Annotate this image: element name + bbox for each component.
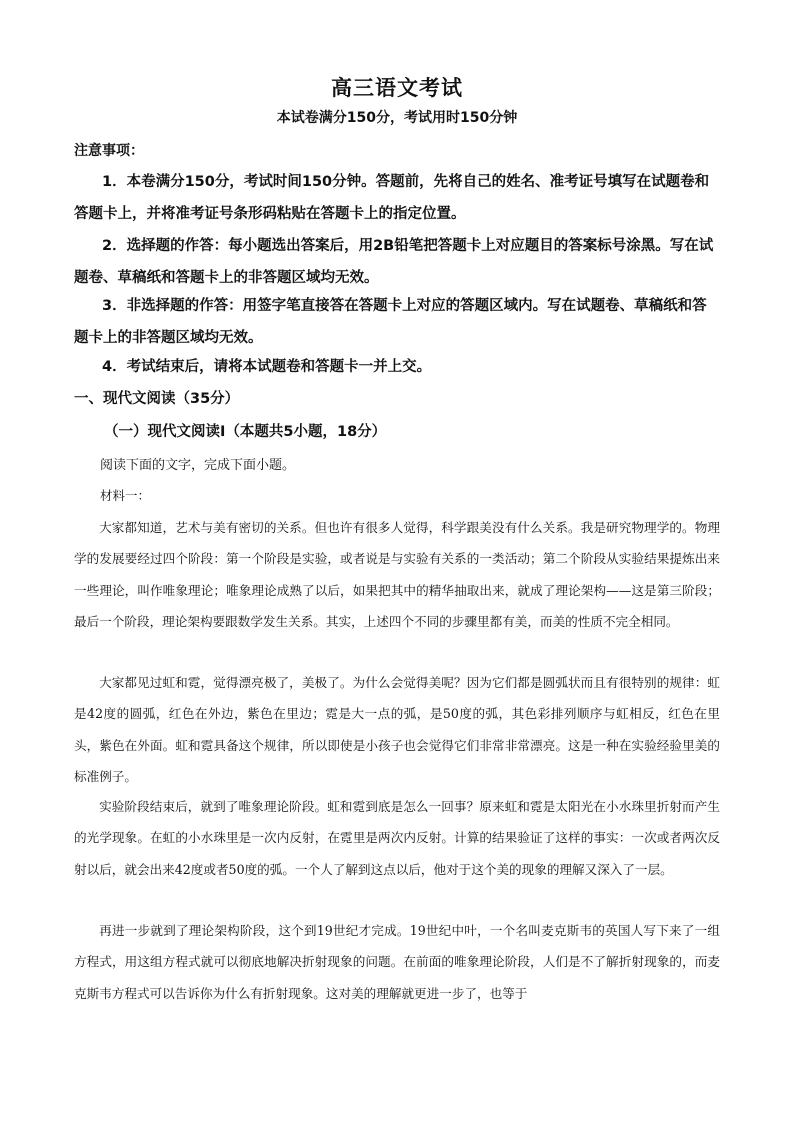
notice-item-2 [74,230,720,294]
subsection-heading: （一）现代文阅读Ⅰ（本题共5小题，18分） [104,424,387,440]
material-paragraph-3 [74,791,720,885]
material-paragraph-4 [74,915,720,1009]
exam-title: 高三语文考试 [331,76,463,100]
paragraph-text: 实验阶段结束后，就到了唯象理论阶段。虹和霓到底是怎么一回事？原来虹和霓是太阳光在小水珠里折射而产生的光学现象。在虹的小水珠里是一次内反射，在霓里是两次内反射。计算的结果验证了这样的事实：一次或者两次反射以后，就会出来42度或者50度的弧。一个人了解到这点以后，他对于这个美的现象的理解又深入了一层。 [74,799,720,877]
notice-item-text: 4．考试结束后，请将本试题卷和答题卡一并上交。 [102,359,432,375]
material-paragraph-2 [74,667,720,793]
paragraph-text: 大家都见过虹和霓，觉得漂亮极了，美极了。为什么会觉得美呢？因为它们都是圆弧状而且有很特别的规律：虹是42度的圆弧，红色在外边，紫色在里边；霓是大一点的弧，是50度的弧，其色彩排列顺序与虹相反，红色在里头，紫色在外面。虹和霓具备这个规律，所以即使是小孩子也会觉得它们非常非常漂亮。这是一种在实验经验里美的标准例子。 [74,675,720,785]
notice-item-4 [74,351,720,383]
paragraph-text: 大家都知道，艺术与美有密切的关系。但也许有很多人觉得，科学跟美没有什么关系。我是研究物理学的。物理学的发展要经过四个阶段：第一个阶段是实验，或者说是与实验有关系的一类活动；第二个阶段从实验结果提炼出来一些理论，叫作唯象理论；唯象理论成熟了以后，如果把其中的精华抽取出来，就成了理论架构——这是第三阶段；最后一个阶段，理论架构要跟数学发生关系。其实，上述四个不同的步骤里都有美，而美的性质不完全相同。 [74,520,720,630]
notice-heading: 注意事项： [74,143,144,159]
notice-item-1 [74,166,720,230]
section-heading: 一、现代文阅读（35分） [74,391,240,407]
material-label: 材料一： [100,488,151,503]
reading-instruction: 阅读下面的文字，完成下面小题。 [100,458,296,473]
material-paragraph-1 [74,512,720,638]
notice-item-text: 2．选择题的作答：每小题选出答案后，用2B铅笔把答题卡上对应题目的答案标号涂黑。写在试题卷、草稿纸和答题卡上的非答题区域均无效。 [74,238,714,286]
notice-item-text: 3．非选择题的作答：用签字笔直接答在答题卡上对应的答题区域内。写在试题卷、草稿纸和答题卡上的非答题区域均无效。 [74,298,707,346]
exam-subtitle: 本试卷满分150分，考试用时150分钟 [276,110,518,126]
paragraph-text: 再进一步就到了理论架构阶段，这个到19世纪才完成。19世纪中叶，一个名叫麦克斯韦的英国人写下来了一组方程式，用这组方程式就可以彻底地解决折射现象的问题。在前面的唯象理论阶段，人们是不了解折射现象的，而麦克斯韦方程式可以告诉你为什么有折射现象。这对美的理解就更进一步了，也等于 [74,923,720,1001]
notice-item-3 [74,290,720,354]
notice-item-text: 1．本卷满分150分，考试时间150分钟。答题前，先将自己的姓名、准考证号填写在试题卷和答题卡上，并将准考证号条形码粘贴在答题卡上的指定位置。 [74,174,710,222]
